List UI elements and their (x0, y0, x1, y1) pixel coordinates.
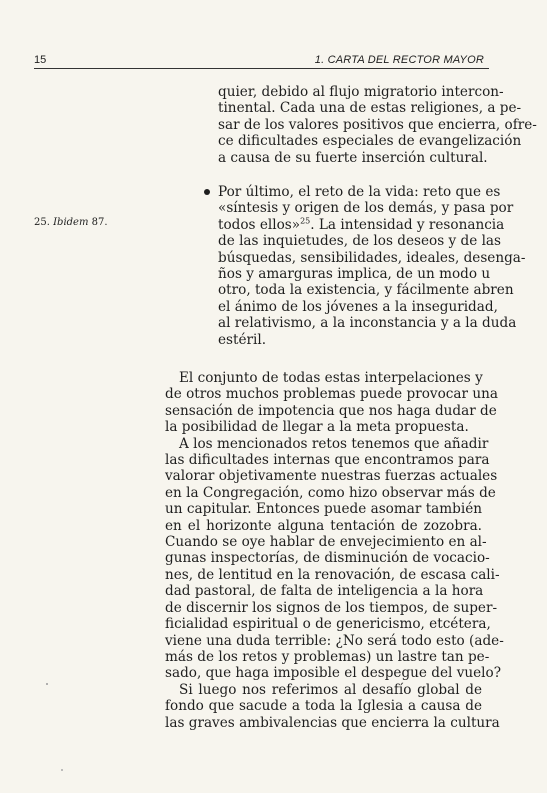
text-line: Si luego nos referimos al desafío global de (179, 681, 482, 698)
text-line: sado, que haga imposible el despegue del vuelo? (165, 665, 502, 682)
text-block-2 (165, 370, 504, 731)
text-line: nes, de lentitud en la renovación, de escasa cali- (165, 566, 500, 583)
bullet-item (218, 184, 526, 348)
text-line: otro, toda la existencia, y fácilmente abren (218, 282, 514, 299)
running-head: 1. CARTA DEL RECTOR MAYOR (314, 54, 484, 66)
text-line: valorar objetivamente nuestras fuerzas actuales (165, 468, 498, 485)
footnote-page: 87. (91, 217, 108, 228)
text-line: ños y amarguras implica, de un modo u (218, 266, 491, 283)
text-line: viene una duda terrible: ¿No será todo esto (ade- (165, 632, 504, 649)
scan-speck (46, 683, 48, 685)
text-line: más de los retos y problemas) un lastre tan pe- (165, 648, 490, 665)
text-line: el ánimo de los jóvenes a la inseguridad, (218, 298, 498, 315)
text-line: quier, debido al flujo migratorio intercon- (218, 84, 504, 100)
footnote-text: Ibidem (53, 217, 89, 228)
text-line: ficialidad espiritual o de genericismo, etcétera, (165, 616, 491, 633)
bullet-dot-icon (204, 189, 210, 195)
header-rule (34, 68, 489, 69)
page-number: 15 (34, 54, 47, 66)
text-line: El conjunto de todas estas interpelaciones y (179, 370, 483, 386)
text-line: un capitular. Entonces puede asomar también (165, 501, 482, 518)
footnote-number: 25. (34, 217, 50, 228)
text-line: las graves ambivalencias que encierra la cultura (165, 714, 500, 731)
text-line: Por último, el reto de la vida: reto que es (218, 184, 501, 200)
text-line: sar de los valores positivos que encierra, ofre- (218, 116, 537, 133)
footnote (34, 217, 108, 228)
text-line: de discernir los signos de los tiempos, de super- (165, 599, 498, 616)
text-line: ce dificultades especiales de evangelización (218, 133, 522, 150)
text-line: de otros muchos problemas puede provocar una (165, 386, 498, 403)
quote-end: todos ellos» (218, 216, 301, 233)
text-fragment: La intensidad y resonancia (318, 216, 505, 233)
text-line: gunas inspectorías, de disminución de vocacio- (165, 550, 490, 567)
text-line: estéril. (218, 331, 267, 348)
scan-speck (61, 769, 63, 771)
text-line: dad pastoral, de falta de inteligencia a la hora (165, 583, 484, 600)
text-line: las dificultades internas que encontramos para (165, 452, 490, 469)
text-line: A los mencionados retos tenemos que añadir (179, 435, 489, 452)
text-line: «síntesis y origen de los demás, y pasa por (218, 200, 514, 217)
text-line: sensación de impotencia que nos haga dudar de (165, 402, 497, 419)
text-line: todos ellos»$^{25}$. La intensidad y resonancia (218, 216, 505, 233)
text-block-1 (218, 84, 537, 166)
text-line: a causa de su fuerte inserción cultural. (218, 149, 488, 166)
text-line: tinental. Cada una de estas religiones, a pe- (218, 100, 522, 117)
text-line: búsquedas, sensibilidades, ideales, desenga- (218, 249, 526, 266)
text-line: de las inquietudes, de los deseos y de las (218, 233, 501, 250)
footnote-ref: 25 (300, 216, 311, 226)
text-line: en el horizonte alguna tentación de zozobra. (165, 517, 482, 534)
text-line: la posibilidad de llegar a la meta propuesta. (165, 419, 469, 436)
text-line: Cuando se oye hablar de envejecimiento en al- (165, 534, 487, 551)
text-line: en la Congregación, como hizo observar más de (165, 484, 496, 501)
text-line: fondo que sacude a toda la Iglesia a causa de (165, 698, 482, 715)
text-line: al relativismo, a la inconstancia y a la duda (218, 315, 517, 332)
